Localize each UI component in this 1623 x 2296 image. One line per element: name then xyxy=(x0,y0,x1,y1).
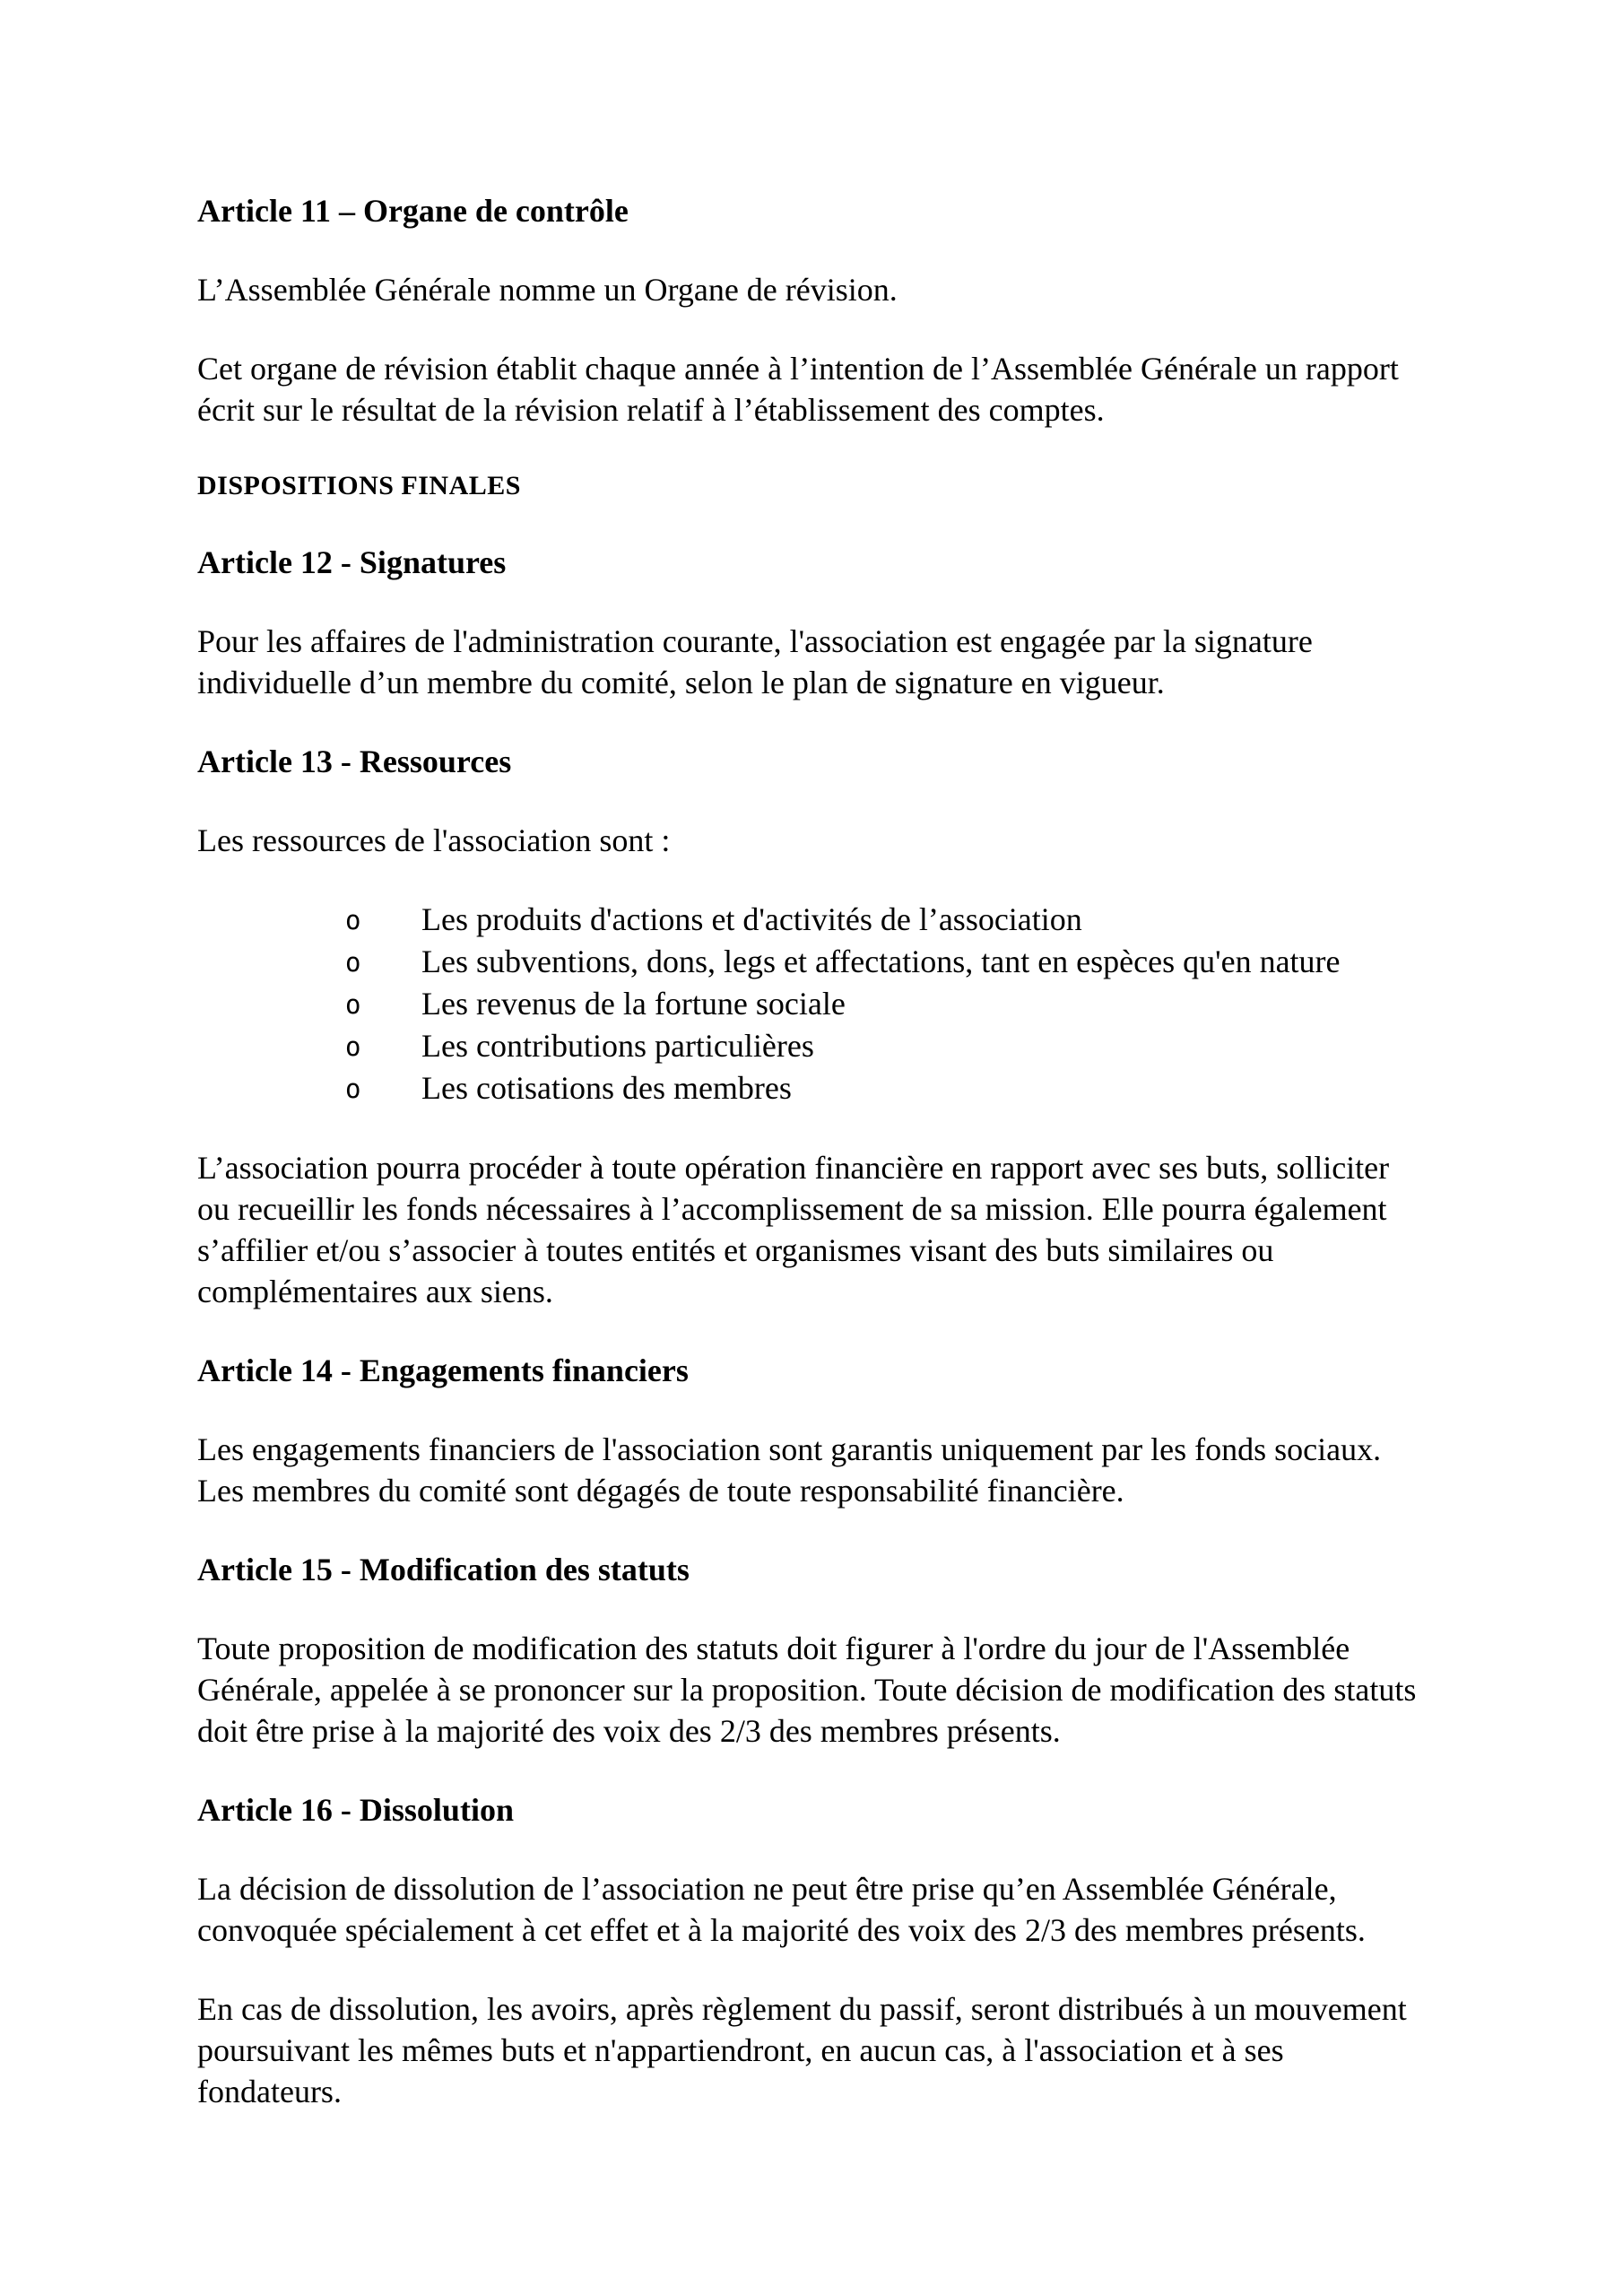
bullet-item xyxy=(345,983,1426,1025)
section-heading: DISPOSITIONS FINALES xyxy=(197,471,521,500)
bullet-marker: o xyxy=(345,905,361,935)
bullet-marker: o xyxy=(345,947,361,978)
paragraph: En cas de dissolution, les avoirs, après règlement du passif, seront distribués à un mouvement poursuivant les mêmes buts et n'appartiendront, en aucun cas, à l'association et à ses fondateurs. xyxy=(197,1991,1407,2109)
paragraph: Les ressources de l'association sont : xyxy=(197,822,671,858)
paragraph: Pour les affaires de l'administration courante, l'association est engagée par la signature individuelle d’un membre du comité, selon le plan de signature en vigueur. xyxy=(197,623,1313,700)
paragraph: La décision de dissolution de l’association ne peut être prise qu’en Assemblée Générale, convoquée spécialement à cet effet et à la majorité des voix des 2/3 des membres présents. xyxy=(197,1871,1366,1948)
paragraph: Cet organe de révision établit chaque année à l’intention de l’Assemblée Générale un rapport écrit sur le résultat de la révision relatif à l’établissement des comptes. xyxy=(197,351,1399,428)
bullet-item xyxy=(345,1067,1426,1109)
bullet-item-text: Les contributions particulières xyxy=(421,1028,814,1064)
article-heading: Article 11 – Organe de contrôle xyxy=(197,193,629,229)
bullet-item-text: Les subventions, dons, legs et affectations, tant en espèces qu'en nature xyxy=(421,944,1341,979)
bullet-list xyxy=(197,899,1426,1109)
article-heading: Article 12 - Signatures xyxy=(197,544,507,580)
article-heading: Article 14 - Engagements financiers xyxy=(197,1352,689,1388)
article-heading: Article 13 - Ressources xyxy=(197,744,512,779)
bullet-item-text: Les revenus de la fortune sociale xyxy=(421,986,846,1022)
article-heading: Article 15 - Modification des statuts xyxy=(197,1552,690,1587)
paragraph: Toute proposition de modification des statuts doit figurer à l'ordre du jour de l'Assemblée Générale, appelée à se prononcer sur la proposition. Toute décision de modification des statuts doit être prise à la majorité des voix des 2/3 des membres présents. xyxy=(197,1631,1417,1749)
bullet-marker: o xyxy=(345,989,361,1020)
bullet-marker: o xyxy=(345,1074,361,1104)
paragraph: L’association pourra procéder à toute opération financière en rapport avec ses buts, solliciter ou recueillir les fonds nécessaires à l’accomplissement de sa mission. Elle pourra également s’affilier et/ou s’associer à toutes entités et organismes visant des buts similaires ou complémentaires aux siens. xyxy=(197,1150,1390,1309)
bullet-item xyxy=(345,1025,1426,1067)
bullet-item-text: Les produits d'actions et d'activités de l’association xyxy=(421,901,1082,937)
bullet-marker: o xyxy=(345,1031,361,1062)
paragraph: L’Assemblée Générale nomme un Organe de révision. xyxy=(197,272,898,308)
article-heading: Article 16 - Dissolution xyxy=(197,1792,514,1828)
paragraph: Les engagements financiers de l'association sont garantis uniquement par les fonds sociaux. Les membres du comité sont dégagés de toute responsabilité financière. xyxy=(197,1431,1382,1509)
bullet-item-text: Les cotisations des membres xyxy=(421,1070,792,1106)
bullet-item xyxy=(345,941,1426,983)
bullet-item xyxy=(345,899,1426,941)
